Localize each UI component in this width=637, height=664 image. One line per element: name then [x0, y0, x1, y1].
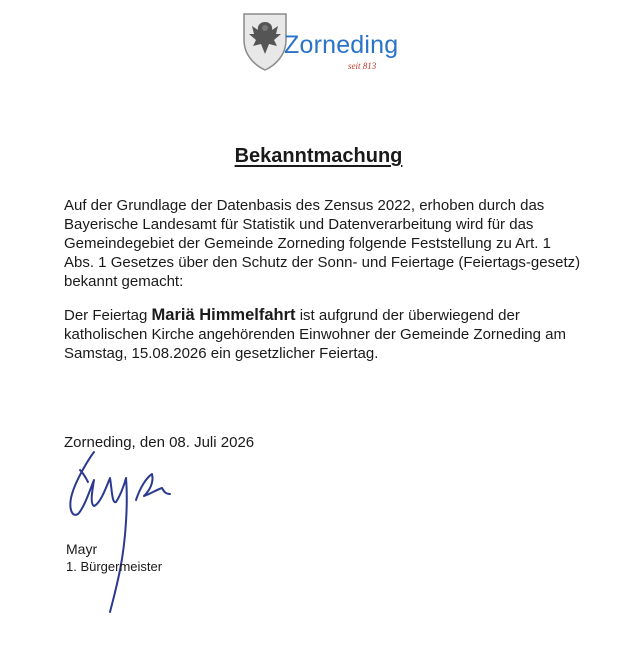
place-date: Zorneding, den 08. Juli 2026: [64, 434, 255, 451]
holiday-paragraph-prefix: Der Feiertag: [64, 307, 148, 324]
document-title: Bekanntmachung: [234, 145, 403, 167]
holiday-paragraph: [64, 306, 584, 363]
logo-tagline: seit 813: [348, 61, 377, 71]
coat-of-arms-icon: [240, 10, 290, 72]
holiday-name: Mariä Himmelfahrt: [151, 306, 296, 324]
holiday-paragraph-suffix: ist aufgrund der überwiegend der katholischen Kirche angehörenden Einwohner der Gemeinde Zorneding am Samstag, 15.08.2026 ein gesetzlicher Feiertag.: [64, 307, 566, 362]
municipality-logo: [240, 8, 410, 76]
announcement-paragraph: Auf der Grundlage der Datenbasis des Zensus 2022, erhoben durch das Bayerische Landesamt für Statistik und Datenverarbeitung wird für das Gemeindegebiet der Gemeinde Zorneding folgende Feststellung zu Art. 1 Abs. 1 Gesetzes über den Schutz der Sonn- und Feiertage (Feiertags-gesetz) bekannt gemacht:: [64, 197, 581, 290]
signer-name: Mayr: [66, 541, 98, 557]
logo-wordmark: Zorneding: [284, 31, 399, 59]
signer-role: 1. Bürgermeister: [66, 559, 163, 574]
handwritten-signature: [50, 430, 200, 620]
